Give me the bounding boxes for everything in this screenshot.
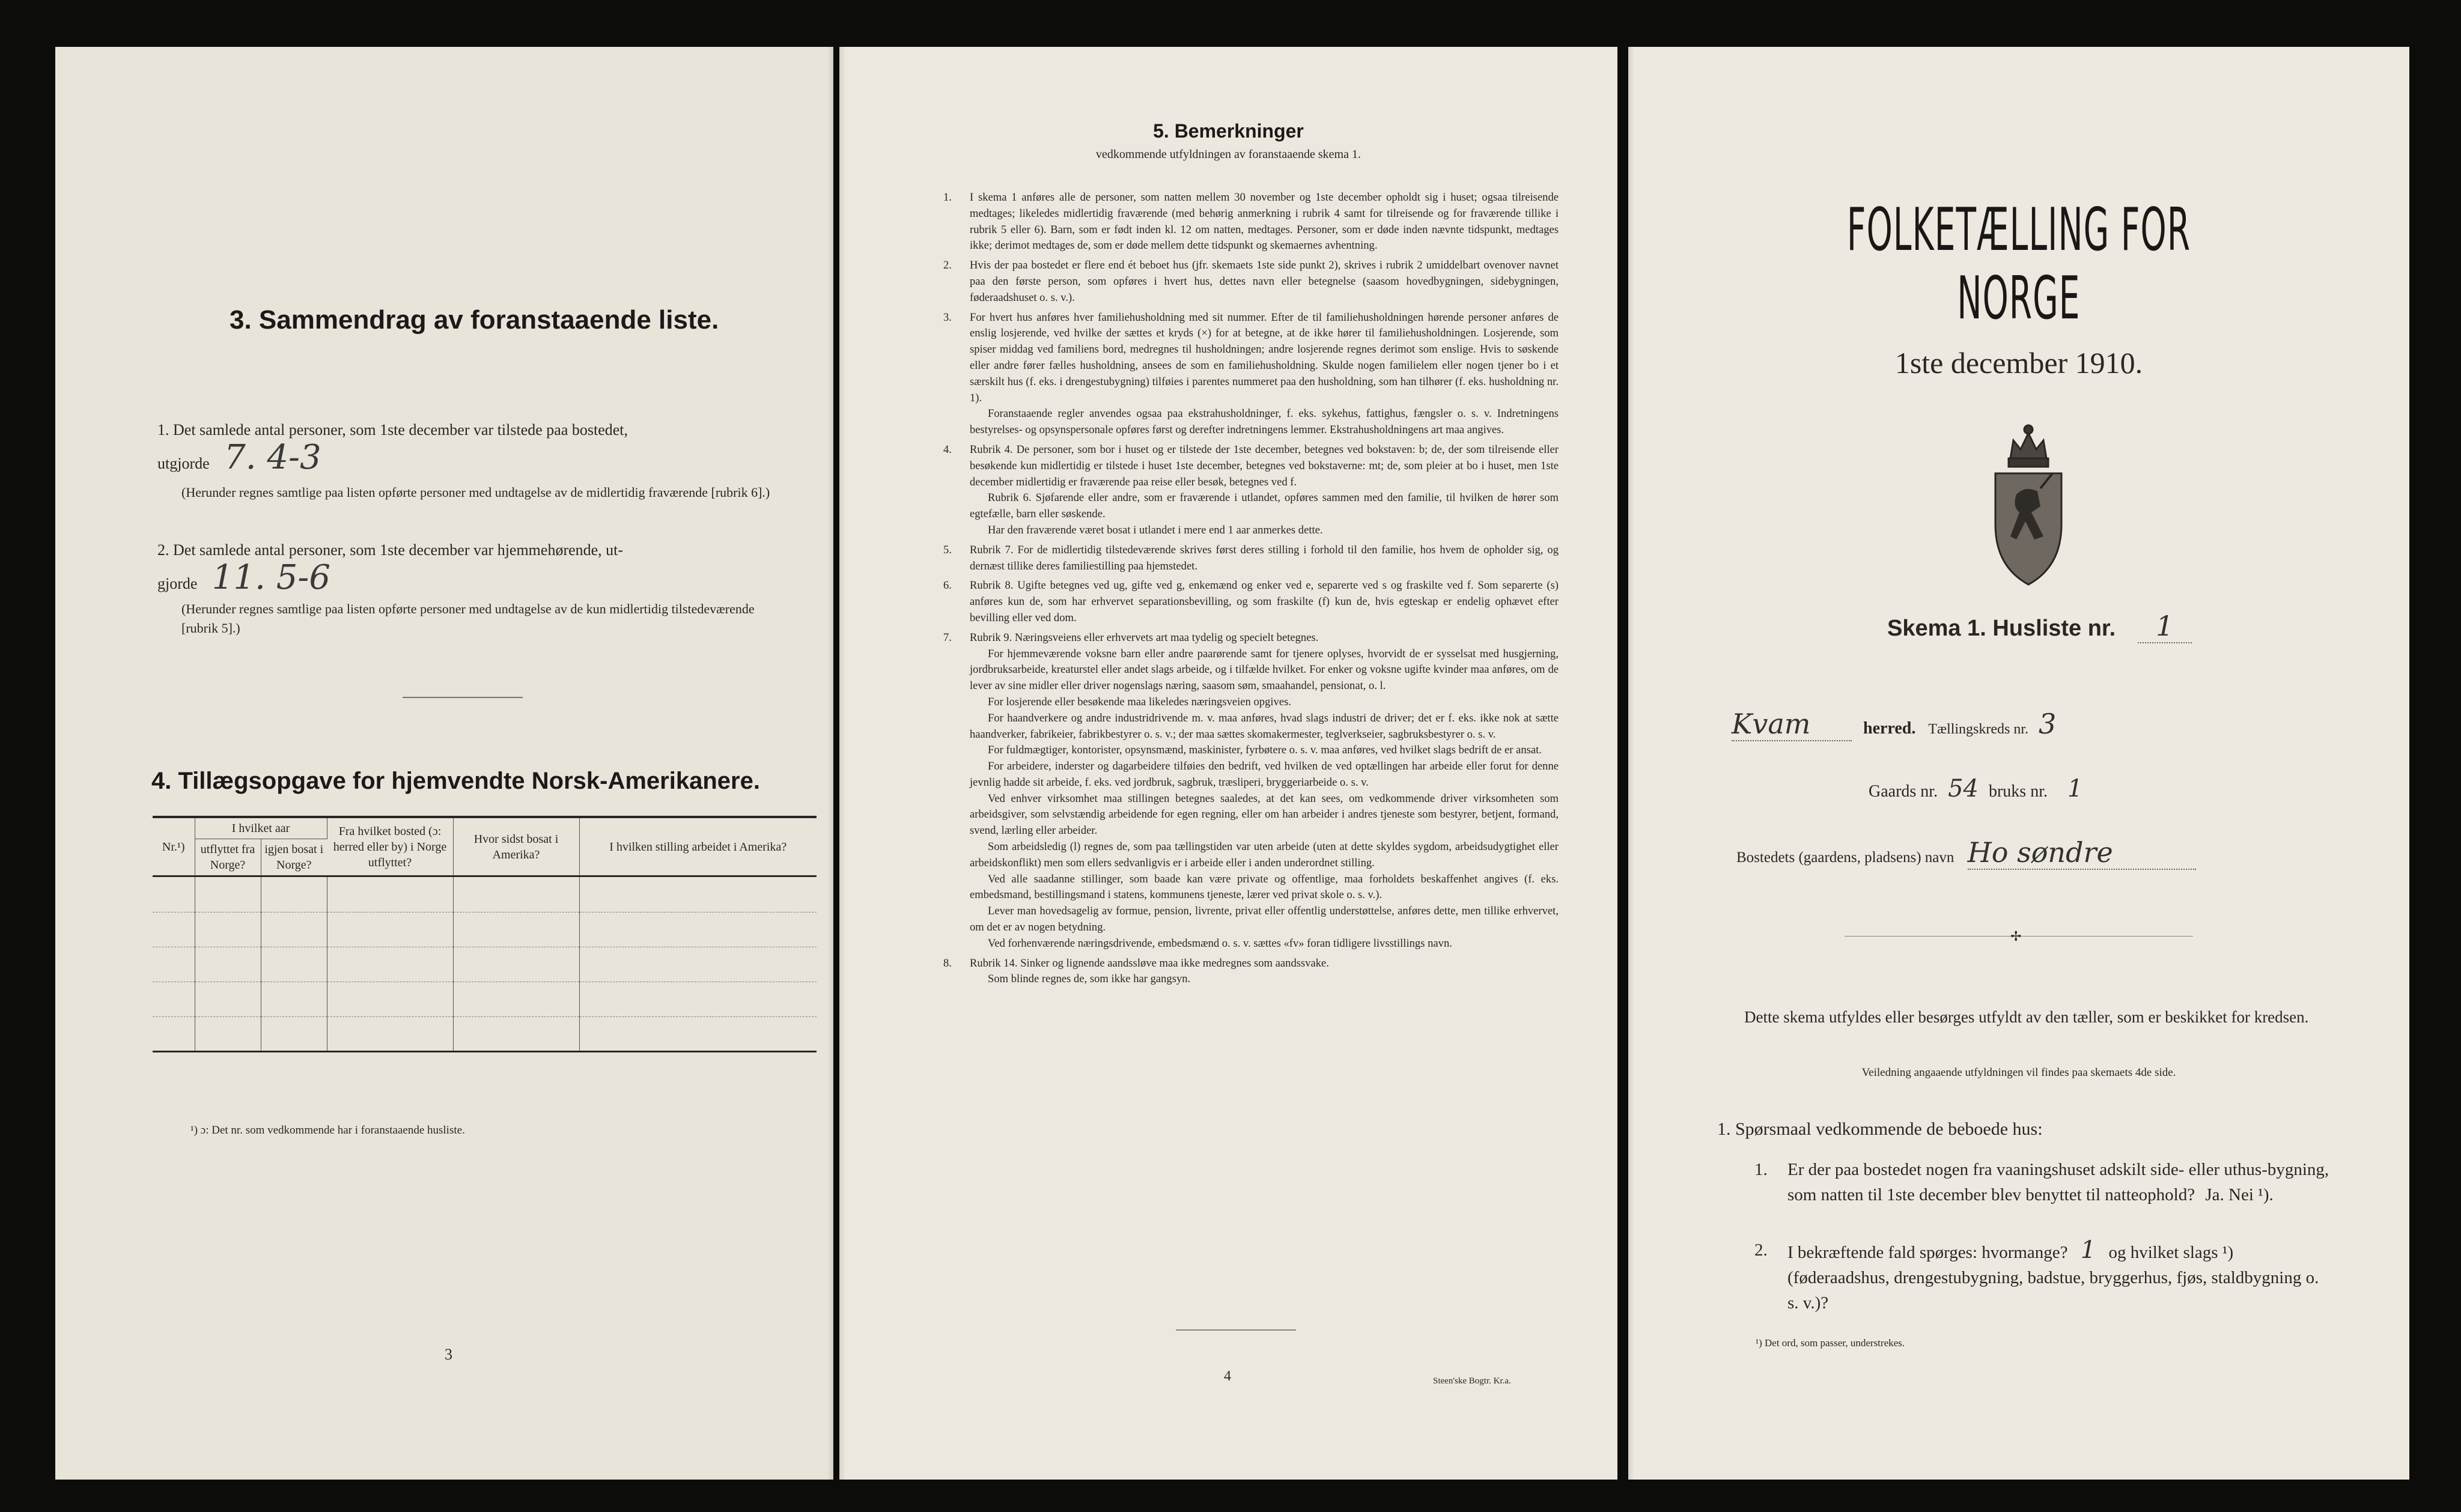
summary-item-1 [157, 418, 794, 476]
norway-coat-of-arms-icon [1983, 416, 2073, 591]
col-group-aar: I hvilket aar [195, 818, 327, 839]
page-left [55, 47, 833, 1480]
table-row[interactable] [153, 947, 817, 982]
gaards-line [1869, 775, 2082, 803]
question-1: 1. Er der paa bostedet nogen fra vaaningshuset adskilt side- eller uthus-bygning, som natten til 1ste december blev benyttet til natteophold? Ja. Nei ¹). [1754, 1160, 2329, 1204]
intro-text: Dette skema utfyldes eller besørges utfyldt av den tæller, som er beskikket for kredsen. [1744, 1008, 2309, 1026]
form-title: FOLKETÆLLING FOR NORGE [1846, 196, 2191, 333]
remark-paragraph: For losjerende eller besøkende maa likeledes næringsveien opgives. [988, 695, 1291, 708]
summary-item-2-text: 2. Det samlede antal personer, som 1ste december var hjemmehørende, ut- [157, 541, 624, 559]
question-2-text: I bekræftende fald spørges: hvormange? [1787, 1243, 2068, 1262]
remark-number: 6. [943, 579, 952, 592]
col-sidst-bosat: Hvor sidst bosat i Amerika? [453, 818, 579, 876]
printer-imprint: Steen'ske Bogtr. Kr.a. [1433, 1376, 1511, 1386]
remark-paragraph: Rubrik 8. Ugifte betegnes ved ug, gifte ved g, enkemænd og enker ved e, separerte ved s og fraskilte ved f. Som separerte (s) anføres kun de, som har erhvervet separationsbevilling, og som fraskilte (f) kun de, hvis egteskap er endelig ophævet efter bevilling eller ved dom. [970, 579, 1559, 624]
remark-paragraph: For fuldmægtiger, kontorister, opsynsmænd, maskinister, fyrbøtere o. s. v. maa anføres, ved hvilket slags bedrift de er ansat. [988, 744, 1542, 757]
remark-paragraph: Rubrik 6. Sjøfarende eller andre, som er fraværende i utlandet, opføres sammen med den familie, til hvilken de hører som egtefælle, barn eller søskende. [970, 491, 1559, 521]
remarks-list [938, 190, 1559, 988]
table-row[interactable] [153, 912, 817, 947]
page-number: 3 [445, 1346, 452, 1363]
remark-paragraph: Rubrik 7. For de midlertidig tilstedeværende skrives først deres stilling i forhold til den familie, hos hvem de opholder sig, og dernæst tillike deres familiestilling paa hjemstedet. [970, 543, 1559, 572]
herred-field[interactable]: Kvam [1732, 708, 1852, 741]
summary-item-1-handwriting[interactable]: 7. 4-3 [224, 438, 321, 477]
remark-number: 5. [943, 543, 952, 556]
table-row[interactable] [153, 982, 817, 1016]
bruks-field[interactable]: 1 [2067, 775, 2083, 803]
remark-item [938, 442, 1559, 539]
remark-paragraph: Som blinde regnes de, som ikke har gangsyn. [988, 973, 1191, 986]
summary-item-2-prefix: gjorde [157, 575, 198, 592]
gaards-label: Gaards nr. [1869, 782, 1938, 801]
remark-item [938, 578, 1559, 626]
remark-number: 1. [943, 191, 952, 204]
section-4-heading: 4. Tillægsopgave for hjemvendte Norsk-Amerikanere. [151, 768, 760, 794]
section-3-heading: 3. Sammendrag av foranstaaende liste. [230, 305, 719, 335]
col-fra-bosted: Fra hvilket bosted (ɔ: herred eller by) i Norge utflyttet? [327, 818, 453, 876]
page-footnote: ¹) Det ord, som passer, understrekes. [1756, 1337, 1905, 1349]
herred-line [1732, 708, 2056, 741]
remark-paragraph: For hvert hus anføres hver familiehusholdning med sit nummer. Efter de til familiehusholdningen hørende personer anføres de enslig losjerende, ved hvilke der sættes et kryds (×) for at betegne, at de ikke hører til familiehusholdningen. Losjerende, som spiser middag ved familiens bord, medregnes til husholdningen; andre losjerende regnes derimot som enslige. Hvis to søskende eller andre fører fælles husholdning, ansees de som en familiehusholdning. Skulde nogen familielem eller nogen tjener bo i et særskilt hus (f. eks. i drengestubygning) tilføies i parentes nummeret paa den husholdning, som han tilhører (f. eks. husholdning nr. 1). [970, 311, 1559, 404]
table-row[interactable] [153, 1016, 817, 1051]
question-2: 2. I bekræftende fald spørges: hvormange? 1 og hvilket slags ¹) (føderaadshus, drengestubygning, badstue, bryggerhus, fjøs, staldbygning o. s. v.)? [1754, 1236, 2319, 1313]
remark-item [938, 190, 1559, 254]
divider [1176, 1329, 1296, 1331]
summary-item-2 [157, 538, 794, 596]
remark-paragraph: Ved alle saadanne stillinger, som baade kan være private og offentlige, maa forholdets beskaffenhet angives (f. eks. embedsmand, bestillingsmand i statens, kommunens tjeneste, lærer ved privat skole o. s. v.). [970, 872, 1559, 902]
summary-item-2-note: (Herunder regnes samtlige paa listen opførte personer med undtagelse av de kun midlertidig tilstedeværende [rubrik 5].) [181, 601, 755, 636]
remark-item [938, 542, 1559, 575]
summary-item-1-text: 1. Det samlede antal personer, som 1ste december var tilstede paa bostedet, [157, 421, 628, 439]
remark-paragraph: Ved forhenværende næringsdrivende, embedsmænd o. s. v. sættes «fv» foran tidligere livsstillings navn. [988, 937, 1452, 950]
col-igjen-bosat: igjen bosat i Norge? [264, 843, 324, 872]
remark-item [938, 956, 1559, 988]
summary-item-1-note: (Herunder regnes samtlige paa listen opførte personer med undtagelse av de midlertidig fraværende [rubrik 6].) [181, 485, 770, 500]
question-1-answer[interactable]: Ja. Nei ¹). [2205, 1185, 2274, 1204]
section-5-subheading: vedkommende utfyldningen av foranstaaende skema 1. [1096, 148, 1361, 161]
remark-paragraph: Lever man hovedsagelig av formue, pension, livrente, privat eller offentlig understøttelse, anføres dette, men tillike erhvervet, om det er av nogen betydning. [970, 905, 1559, 934]
remark-paragraph: Rubrik 9. Næringsveiens eller erhvervets art maa tydelig og specielt betegnes. [970, 631, 1319, 644]
remark-paragraph: For arbeidere, inderster og dagarbeidere tilføies den bedrift, ved hvilken de ved optællingen har arbeide eller forut for denne jevnlig hadde sit arbeide, f. eks. ved jordbruk, sagbruk, træsliperi, bryggeriarbeide o. s. v. [970, 760, 1559, 789]
col-stilling: I hvilken stilling arbeidet i Amerika? [609, 840, 787, 854]
herred-label: herred. [1863, 719, 1916, 738]
summary-item-2-handwriting[interactable]: 11. 5-6 [211, 558, 330, 597]
remark-paragraph: Har den fraværende været bosat i utlandet i mere end 1 aar anmerkes dette. [988, 523, 1323, 536]
remark-number: 7. [943, 631, 952, 644]
col-utflyttet: utflyttet fra Norge? [195, 839, 261, 876]
question-heading: 1. Spørsmaal vedkommende de beboede hus: [1717, 1119, 2043, 1139]
remark-paragraph: I skema 1 anføres alle de personer, som natten mellem 30 november og 1ste december opholdt sig i huset; ogsaa tilreisende medtages; likeledes midlertidig fraværende (med behørig anmerkning i rubrik 4 samt for tilreisende og for fraværende tillike i rubrik 5 eller 6). Barn, som er født inden kl. 12 om natten, medtages. Personer, som er døde inden nævnte tidspunkt, medtages ikke; derimot medtages de, som er døde mellem dette tidspunkt og skemaernes avhentning. [970, 191, 1559, 252]
kreds-field[interactable]: 3 [2039, 708, 2057, 740]
skema-husliste [1887, 610, 2192, 643]
remark-number: 3. [943, 311, 952, 324]
remark-paragraph: Som arbeidsledig (l) regnes de, som paa tællingstiden var uten arbeide (uten at dette skyldes sygdom, arbeidsudygtighet eller arbeidskonflikt) men som ellers sedvanligvis er i arbeide eller i anden underordnet stilling. [970, 840, 1559, 869]
skema-label: Skema 1. Husliste nr. [1887, 616, 2116, 641]
remark-paragraph: Rubrik 4. De personer, som bor i huset og er tilstede der 1ste december, betegnes ved bokstaven: b; de, der som tilreisende eller besøkende kun midlertidig er tilstede i huset 1ste december, betegnes ved bokstaverne: mt; de, som pleier at bo i huset, men 1ste december midlertidig er fraværende paa reise eller besøk, betegnes ved f. [970, 443, 1559, 488]
bosted-label: Bostedets (gaardens, pladsens) navn [1736, 849, 1955, 866]
remark-number: 8. [943, 956, 952, 970]
summary-item-1-prefix: utgjorde [157, 455, 210, 472]
question-2-rest: og hvilket slags ¹) (føderaadshus, drengestubygning, badstue, bryggerhus, fjøs, staldbygning o. s. v.)? [1787, 1243, 2319, 1313]
remark-item [938, 258, 1559, 306]
kreds-label: Tællingskreds nr. [1928, 721, 2029, 737]
page-middle [839, 47, 1617, 1480]
remark-paragraph: For hjemmeværende voksne barn eller andre paarørende samt for tjenere oplyses, hvorvidt de er sysselsat med husgjerning, jordbruksarbeide, kreaturstel eller andet slags arbeide, og i tilfælde hvilket. For enker og voksne ugifte kvinder maa anføres, om de lever av sine midler eller driver nogenslags næring, saasom søm, smaahandel, pensionat, o. l. [970, 647, 1559, 693]
remark-paragraph: Rubrik 14. Sinker og lignende aandssløve maa ikke medregnes som aandssvake. [970, 956, 1329, 970]
veiledning-text: Veiledning angaaende utfyldningen vil findes paa skemaets 4de side. [1861, 1066, 2176, 1079]
norsk-amerikanere-table [153, 818, 817, 1052]
divider [403, 697, 523, 698]
census-date: 1ste december 1910. [1894, 346, 2143, 380]
remark-paragraph: Hvis der paa bostedet er flere end ét beboet hus (jfr. skemaets 1ste side punkt 2), skrives i rubrik 2 umiddelbart ovenover navnet paa den første person, som opføres i hvert hus, dettes navn eller betegnelse (saasom hovedbygningen, sidebygningen, føderaadshuset o. s. v.). [970, 259, 1559, 304]
question-2-field[interactable]: 1 [2080, 1236, 2096, 1264]
remark-paragraph: For haandverkere og andre industridrivende m. v. maa anføres, hvad slags industri de driver; det er f. eks. ikke nok at sætte haandverker, fabrikeier, fabrikbestyrer o. s. v.; der maa sættes skomakermester, teglverkseier, sagbruksbestyrer o. s. v. [970, 711, 1559, 741]
table-row[interactable] [153, 877, 817, 912]
section-5-heading: 5. Bemerkninger [1153, 120, 1304, 142]
husliste-nr-field[interactable]: 1 [2138, 610, 2192, 643]
remark-item [938, 630, 1559, 952]
gaards-field[interactable]: 54 [1948, 775, 1979, 803]
ornament-icon: ✢ [2010, 929, 2022, 944]
remark-number: 2. [943, 259, 952, 272]
remark-number: 4. [943, 443, 952, 456]
remark-paragraph: Foranstaaende regler anvendes ogsaa paa ekstrahusholdninger, f. eks. sykehus, fattighus, fængsler o. s. v. Indretningens bestyrelses- og opsynspersonale opføres først og derefter indretningens lemmer. Ekstrahusholdningens art maa angives. [970, 407, 1559, 437]
remark-item [938, 310, 1559, 439]
table-footnote: ¹) ɔ: Det nr. som vedkommende har i foranstaaende husliste. [190, 1124, 465, 1137]
page-right [1628, 47, 2409, 1480]
question-1-text: Er der paa bostedet nogen fra vaaningshuset adskilt side- eller uthus-bygning, som natten til 1ste december blev benyttet til natteophold? [1787, 1160, 2329, 1204]
remark-paragraph: Ved enhver virksomhet maa stillingen betegnes saaledes, at det kan sees, om vedkommende driver virksomheten som arbeidsgiver, som selvstændig arbeidende for egen regning, eller om han arbeider i andres tjeneste som bestyrer, betjent, formand, svend, lærling eller arbeider. [970, 792, 1559, 837]
bruks-label: bruks nr. [1988, 782, 2048, 801]
bosted-field[interactable]: Ho søndre [1968, 836, 2196, 870]
page-number: 4 [1224, 1368, 1231, 1384]
col-nr: Nr.¹) [153, 818, 195, 876]
bosted-line [1736, 836, 2196, 870]
